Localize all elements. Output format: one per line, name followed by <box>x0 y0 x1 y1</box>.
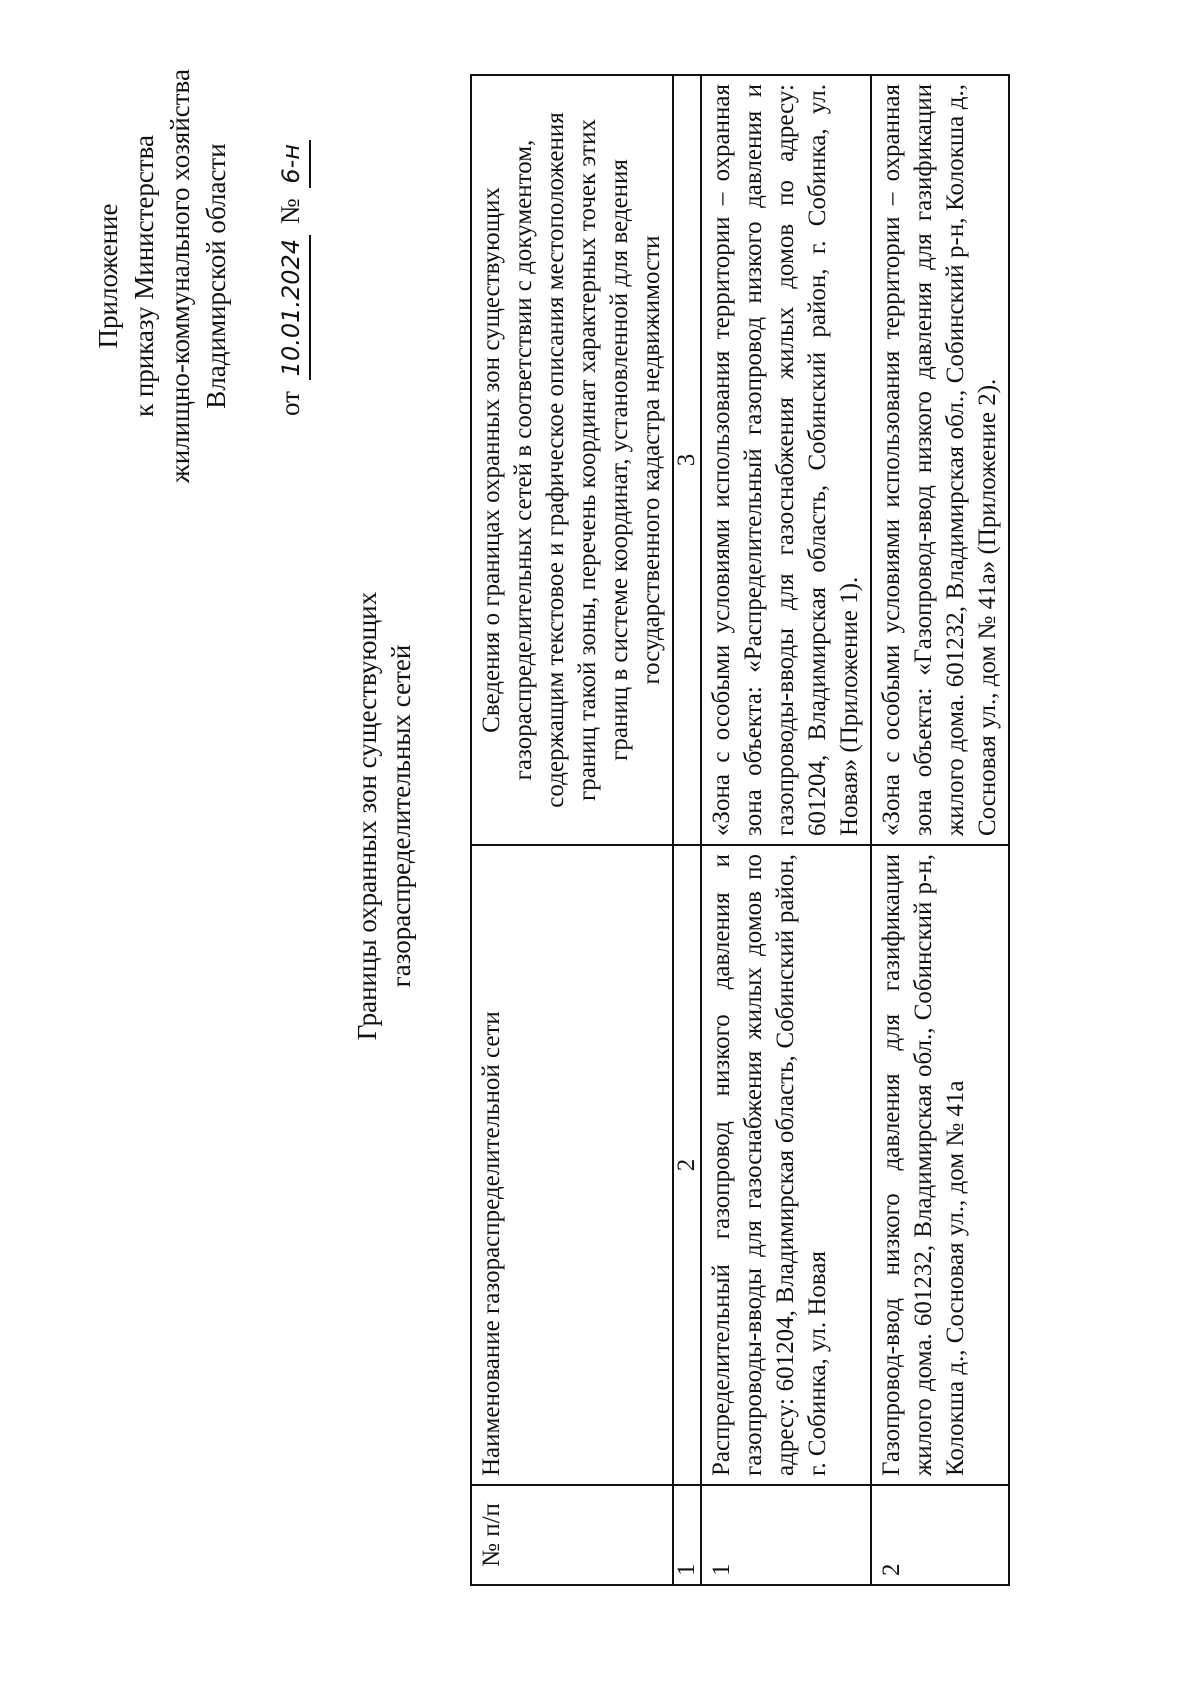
table-header-row <box>471 75 673 1585</box>
row-number: 2 <box>871 1485 1009 1585</box>
row-network-name: Распределительный газопровод низкого давления и газопроводы-вводы для газоснабжения жилых домов по адресу: 601204, Владимирская область, Собинский район, г. Собинка, ул. Новая <box>701 845 871 1485</box>
title-line: газораспределительных сетей <box>386 644 416 988</box>
row-zone-info: «Зона с особыми условиями использования территории – охранная зона объекта: «Распределительный газопровод низкого давления и газопроводы-вводы для газоснабжения жилых домов по адресу: 601204, Владимирская область, Собинский район, г. Собинка, ул. Новая» (Приложение 1). <box>701 75 871 845</box>
column-numbers-row <box>673 75 701 1585</box>
title-line: Границы охранных зон существующих <box>352 591 382 1041</box>
row-zone-info: «Зона с особыми условиями использования территории – охранная зона объекта: «Газопровод-ввод низкого давления для газификации жилого дома. 601232, Владимирская обл., Собинский р-н, Колокша д., Сосновая ул., дом № 41а» (Приложение 2). <box>871 75 1009 845</box>
table-row <box>701 75 871 1585</box>
header-zone-info: Сведения о границах охранных зон существующих газораспределительных сетей в соответствии с документом, содержащим текстовое и графическое описания местоположения границ такой зоны, перечень координат характерных точек этих границ в системе координат, установленной для ведения государственного кадастра недвижимости <box>471 75 673 845</box>
appendix-line: Приложение <box>93 203 123 349</box>
header-number: № п/п <box>471 1485 673 1585</box>
appendix-line: к приказу Министерства <box>129 134 159 418</box>
row-number: 1 <box>701 1485 871 1585</box>
order-number-handwritten: 6-н <box>273 140 311 188</box>
header-network-name: Наименование газораспределительной сети <box>471 845 673 1485</box>
appendix-line: жилищно-коммунального хозяйства <box>165 69 195 483</box>
order-date-line <box>272 26 311 526</box>
order-date-handwritten: 10.01.2024 <box>273 235 311 380</box>
table-row <box>871 75 1009 1585</box>
column-number: 2 <box>673 845 701 1485</box>
appendix-block <box>90 26 311 526</box>
column-number: 3 <box>673 75 701 845</box>
column-number: 1 <box>673 1485 701 1585</box>
zones-table <box>470 74 1010 1586</box>
row-network-name: Газопровод-ввод низкого давления для газификации жилого дома. 601232, Владимирская обл., Собинский р-н, Колокша д., Сосновая ул., дом № 41а <box>871 845 1009 1485</box>
date-prefix: от <box>275 391 305 417</box>
document-title <box>350 466 418 1166</box>
number-prefix: № <box>275 198 305 225</box>
appendix-line: Владимирской области <box>201 143 231 409</box>
